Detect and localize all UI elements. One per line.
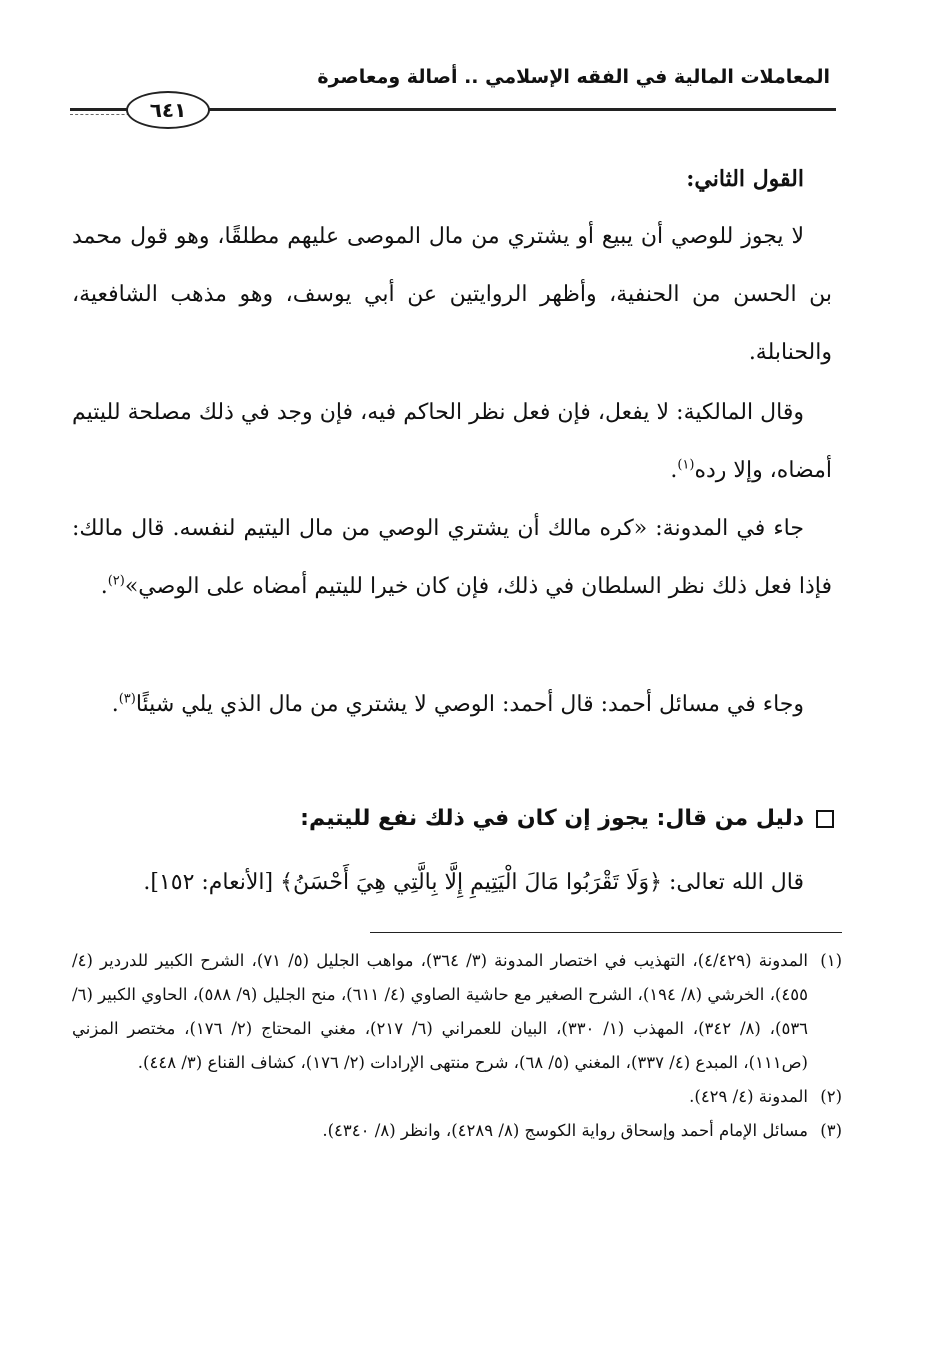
paragraph-1-text: لا يجوز للوصي أن يبيع أو يشتري من مال الموصى عليهم مطلقًا، وهو قول محمد بن الحسن من الحنفية، وأظهر الروايتين عن أبي يوسف، وهو مذهب الشافعية، والحنابلة. [72, 224, 832, 365]
footnote-3-number: (٣) [820, 1121, 842, 1140]
paragraph-4-text [72, 676, 832, 734]
footnotes [72, 944, 842, 1148]
paragraph-2-body: وقال المالكية: لا يفعل، فإن فعل نظر الحاكم فيه، فإن وجد في ذلك مصلحة لليتيم أمضاه، وإلا رده [72, 400, 832, 483]
footnote-2-number: (٢) [820, 1087, 842, 1106]
evidence-heading-text: دليل من قال: يجوز إن كان في ذلك نفع لليتيم: [300, 806, 804, 831]
paragraph-5-text: قال الله تعالى: ﴿وَلَا تَقْرَبُوا مَالَ الْيَتِيمِ إِلَّا بِالَّتِي هِيَ أَحْسَنُ﴾ [الأنعام: ١٥٢]. [143, 870, 804, 895]
paragraph-5 [72, 854, 832, 912]
paragraph-4 [72, 676, 832, 734]
square-bullet-icon [816, 810, 834, 828]
paragraph-2-end: . [670, 458, 678, 483]
paragraph-1 [72, 208, 832, 382]
footnote-1-number: (١) [820, 951, 842, 970]
footnote-3 [72, 1114, 842, 1148]
footnote-ref-2: (٢) [107, 573, 125, 589]
footnote-3-text: مسائل الإمام أحمد وإسحاق رواية الكوسج (٨/ ٤٢٨٩)، وانظر (٨/ ٤٣٤٠). [322, 1121, 808, 1140]
paragraph-4-end: . [111, 692, 119, 717]
subheading: القول الثاني: [686, 166, 804, 192]
footnote-1-text: المدونة (٤/٤٢٩)، التهذيب في اختصار المدونة (٣/ ٣٦٤)، مواهب الجليل (٥/ ٧١)، الشرح الكبير للدردير (٤/ ٤٥٥)، الخرشي (٨/ ١٩٤)، الشرح الصغير مع حاشية الصاوي (٤/ ٦١١)، منح الجليل (٩/ ٥٨٨)، الحاوي الكبير (٦/ ٥٣٦)، (٨/ ٣٤٢)، المهذب (١/ ٣٣٠)، البيان للعمراني (٦/ ٢١٧)، مغني المحتاج (٢/ ١٧٦)، مختصر المزني (ص١١١)، المبدع (٤/ ٣٣٧)، المغني (٥/ ٦٨)، شرح منتهى الإرادات (٢/ ١٧٦)، كشاف القناع (٣/ ٤٤٨). [72, 951, 809, 1072]
evidence-heading [72, 806, 834, 831]
section-opinion-two [72, 150, 832, 208]
footnote-2 [72, 1080, 842, 1114]
paragraph-2 [72, 384, 832, 500]
footnote-ref-1: (١) [677, 457, 695, 473]
paragraph-4-body: وجاء في مسائل أحمد: قال أحمد: الوصي لا يشتري من مال الذي يلي شيئًا [135, 692, 804, 717]
paragraph-2-text [72, 384, 832, 500]
footnote-2-text: المدونة (٤/ ٤٢٩). [689, 1087, 808, 1106]
footnote-1 [72, 944, 842, 1080]
page-number: ٦٤١ [126, 91, 210, 129]
paragraph-3-text [72, 500, 832, 616]
footnote-rule [370, 932, 842, 933]
running-header: المعاملات المالية في الفقه الإسلامي .. أصالة ومعاصرة [317, 66, 830, 88]
paragraph-3 [72, 500, 832, 616]
paragraph-3-body: جاء في المدونة: «كره مالك أن يشتري الوصي من مال اليتيم لنفسه. قال مالك: فإذا فعل ذلك نظر السلطان في ذلك، فإن كان خيرا لليتيم أمضاه على الوصي» [72, 516, 832, 599]
footnote-ref-3: (٣) [118, 691, 136, 707]
paragraph-3-end: . [100, 574, 108, 599]
